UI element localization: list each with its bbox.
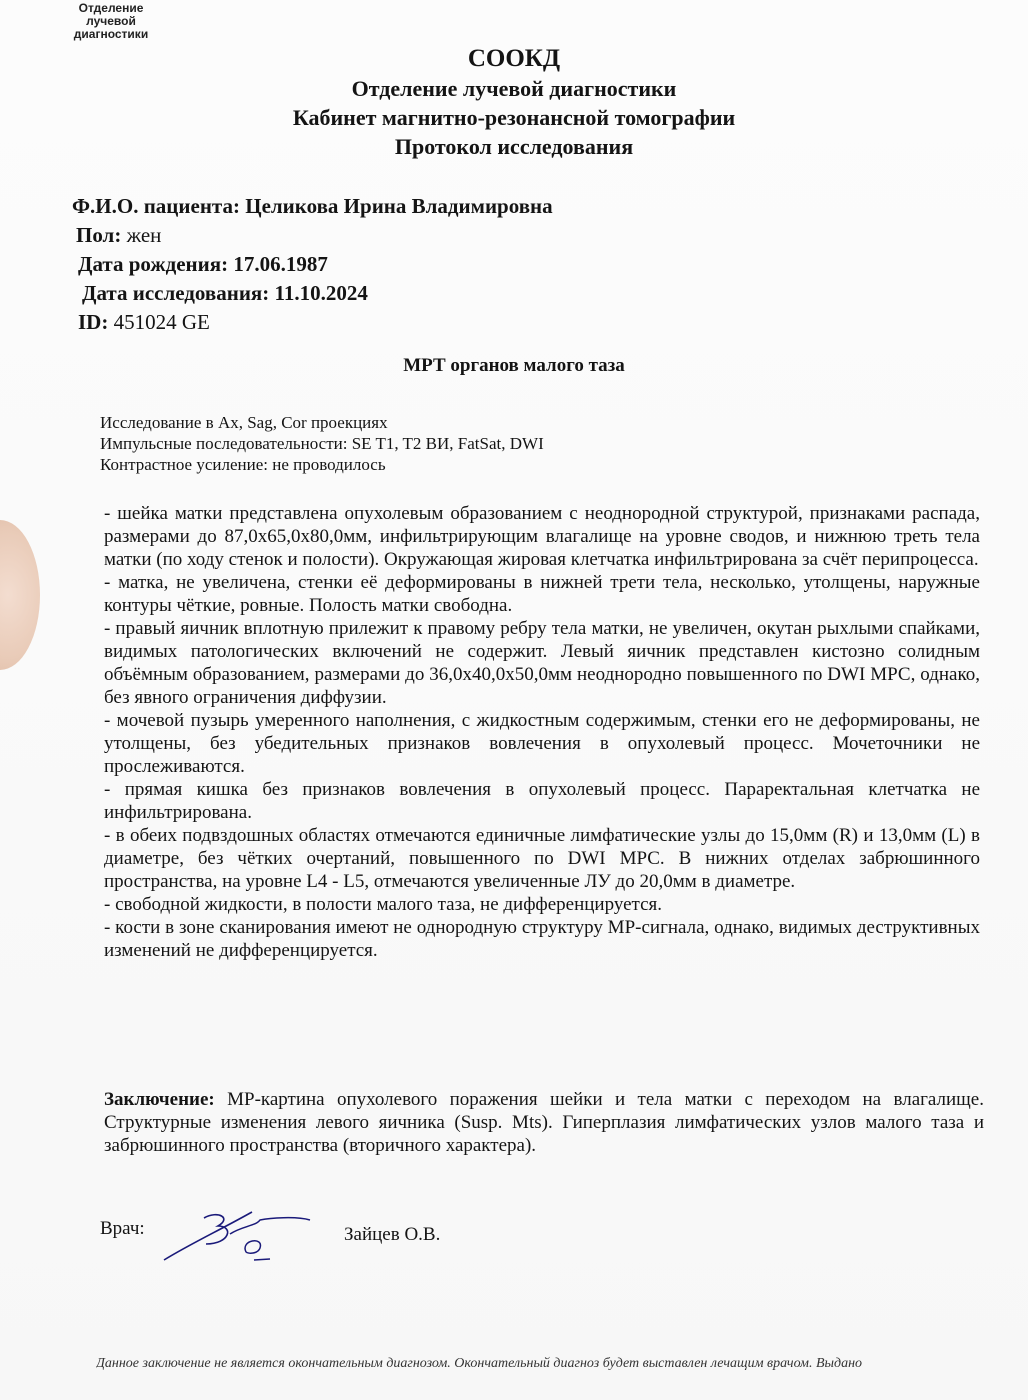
cabinet-title: Кабинет магнитно-резонансной томографии	[292, 105, 736, 130]
organization-title: СООКД	[467, 45, 561, 72]
patient-id-row	[78, 308, 553, 337]
sequences-line: Импульсные последовательности: SE T1, T2 ВИ, FatSat, DWI	[100, 434, 544, 453]
doctor-name: Зайцев О.В.	[344, 1224, 441, 1245]
patient-name-value: Целикова Ирина Владимировна	[245, 194, 553, 218]
finding-paragraph: - матка, не увеличена, стенки её деформированы в нижней трети тела, несколько, утолщены, наружные контуры чёткие, ровные. Полость матки свободна.	[104, 572, 980, 616]
doctor-label: Врач:	[100, 1218, 145, 1239]
document-header	[0, 44, 1028, 161]
finding-paragraph: - правый яичник вплотную прилежит к правому ребру тела матки, не увеличен, окутан рыхлыми спайками, видимых патологических включений не содержит. Левый яичник представлен кистозно солидным объёмным образованием, размерами до 36,0х40,0х50,0мм неоднородно повышенного по DWI МРС, однако, без явного ограничения диффузии.	[104, 618, 980, 708]
patient-id-value: 451024 GE	[113, 310, 210, 334]
finger-shadow	[0, 520, 40, 670]
patient-sex-row	[76, 221, 553, 250]
patient-dob-label: Дата рождения:	[78, 252, 229, 276]
disclaimer-note: Данное заключение не является окончательным диагнозом. Окончательный диагноз будет выставлен лечащим врачом. Выдано	[96, 1356, 863, 1371]
finding-paragraph: - свободной жидкости, в полости малого таза, не дифференцируется.	[104, 894, 662, 915]
exam-date-value: 11.10.2024	[274, 281, 368, 305]
finding-paragraph: - мочевой пузырь умеренного наполнения, с жидкостным содержимым, стенки его не деформированы, не утолщены, без убедительных признаков вовлечения в опухолевый процесс. Мочеточники не прослеживаются.	[104, 710, 980, 777]
patient-name-row	[72, 192, 553, 221]
study-parameters	[100, 412, 544, 475]
stamp-line-3: диагностики	[73, 27, 149, 41]
conclusion-label: Заключение:	[104, 1089, 215, 1110]
patient-info	[72, 192, 553, 337]
patient-dob-value: 17.06.1987	[233, 252, 328, 276]
stamp-line-2: лучевой	[86, 14, 136, 28]
patient-dob-row	[78, 250, 553, 279]
findings-section	[104, 502, 980, 962]
contrast-line: Контрастное усиление: не проводилось	[100, 455, 386, 474]
finding-paragraph: - кости в зоне сканирования имеют не однородную структуру МР-сигнала, однако, видимых деструктивных изменений не дифференцируется.	[104, 917, 980, 961]
patient-name-label: Ф.И.О. пациента:	[72, 194, 240, 218]
stamp-line-1: Отделение	[78, 1, 144, 15]
patient-sex-value: жен	[126, 223, 162, 247]
doctor-signature-block	[100, 1218, 520, 1268]
conclusion-section	[104, 1088, 984, 1157]
study-title: МРТ органов малого таза	[403, 355, 625, 376]
projections-line: Исследование в Ax, Sag, Cor проекциях	[100, 413, 388, 432]
finding-paragraph: - прямая кишка без признаков вовлечения в опухолевый процесс. Параректальная клетчатка не инфильтрирована.	[104, 779, 980, 823]
finding-paragraph: - шейка матки представлена опухолевым образованием с неоднородной структурой, признаками распада, размерами до 87,0х65,0х80,0мм, инфильтрирующим влагалище на уровне сводов, и нижнюю треть тела матки (по ходу стенок и полости). Окружающая жировая клетчатка инфильтрирована за счёт перипроцесса.	[104, 503, 980, 570]
patient-sex-label: Пол:	[76, 223, 122, 247]
exam-date-row	[82, 279, 553, 308]
conclusion-text: МР-картина опухолевого поражения шейки и тела матки с переходом на влагалище. Структурные изменения левого яичника (Susp. Mts). Гиперплазия лимфатических узлов малого таза и забрюшинного пространства (вторичного характера).	[104, 1089, 984, 1156]
department-stamp	[52, 2, 170, 41]
finding-paragraph: - в обеих подвздошных областях отмечаются единичные лимфатические узлы до 15,0мм (R) и 13,0мм (L) в диаметре, без чётких очертаний, повышенного по DWI МРС. В нижних отделах забрюшинного пространства, на уровне L4 - L5, отмечаются увеличенные ЛУ до 20,0мм в диаметре.	[104, 825, 980, 892]
exam-date-label: Дата исследования:	[82, 281, 270, 305]
protocol-title: Протокол исследования	[394, 134, 634, 159]
signature-image	[160, 1204, 330, 1264]
department-title: Отделение лучевой диагностики	[351, 76, 677, 101]
patient-id-label: ID:	[78, 310, 109, 334]
